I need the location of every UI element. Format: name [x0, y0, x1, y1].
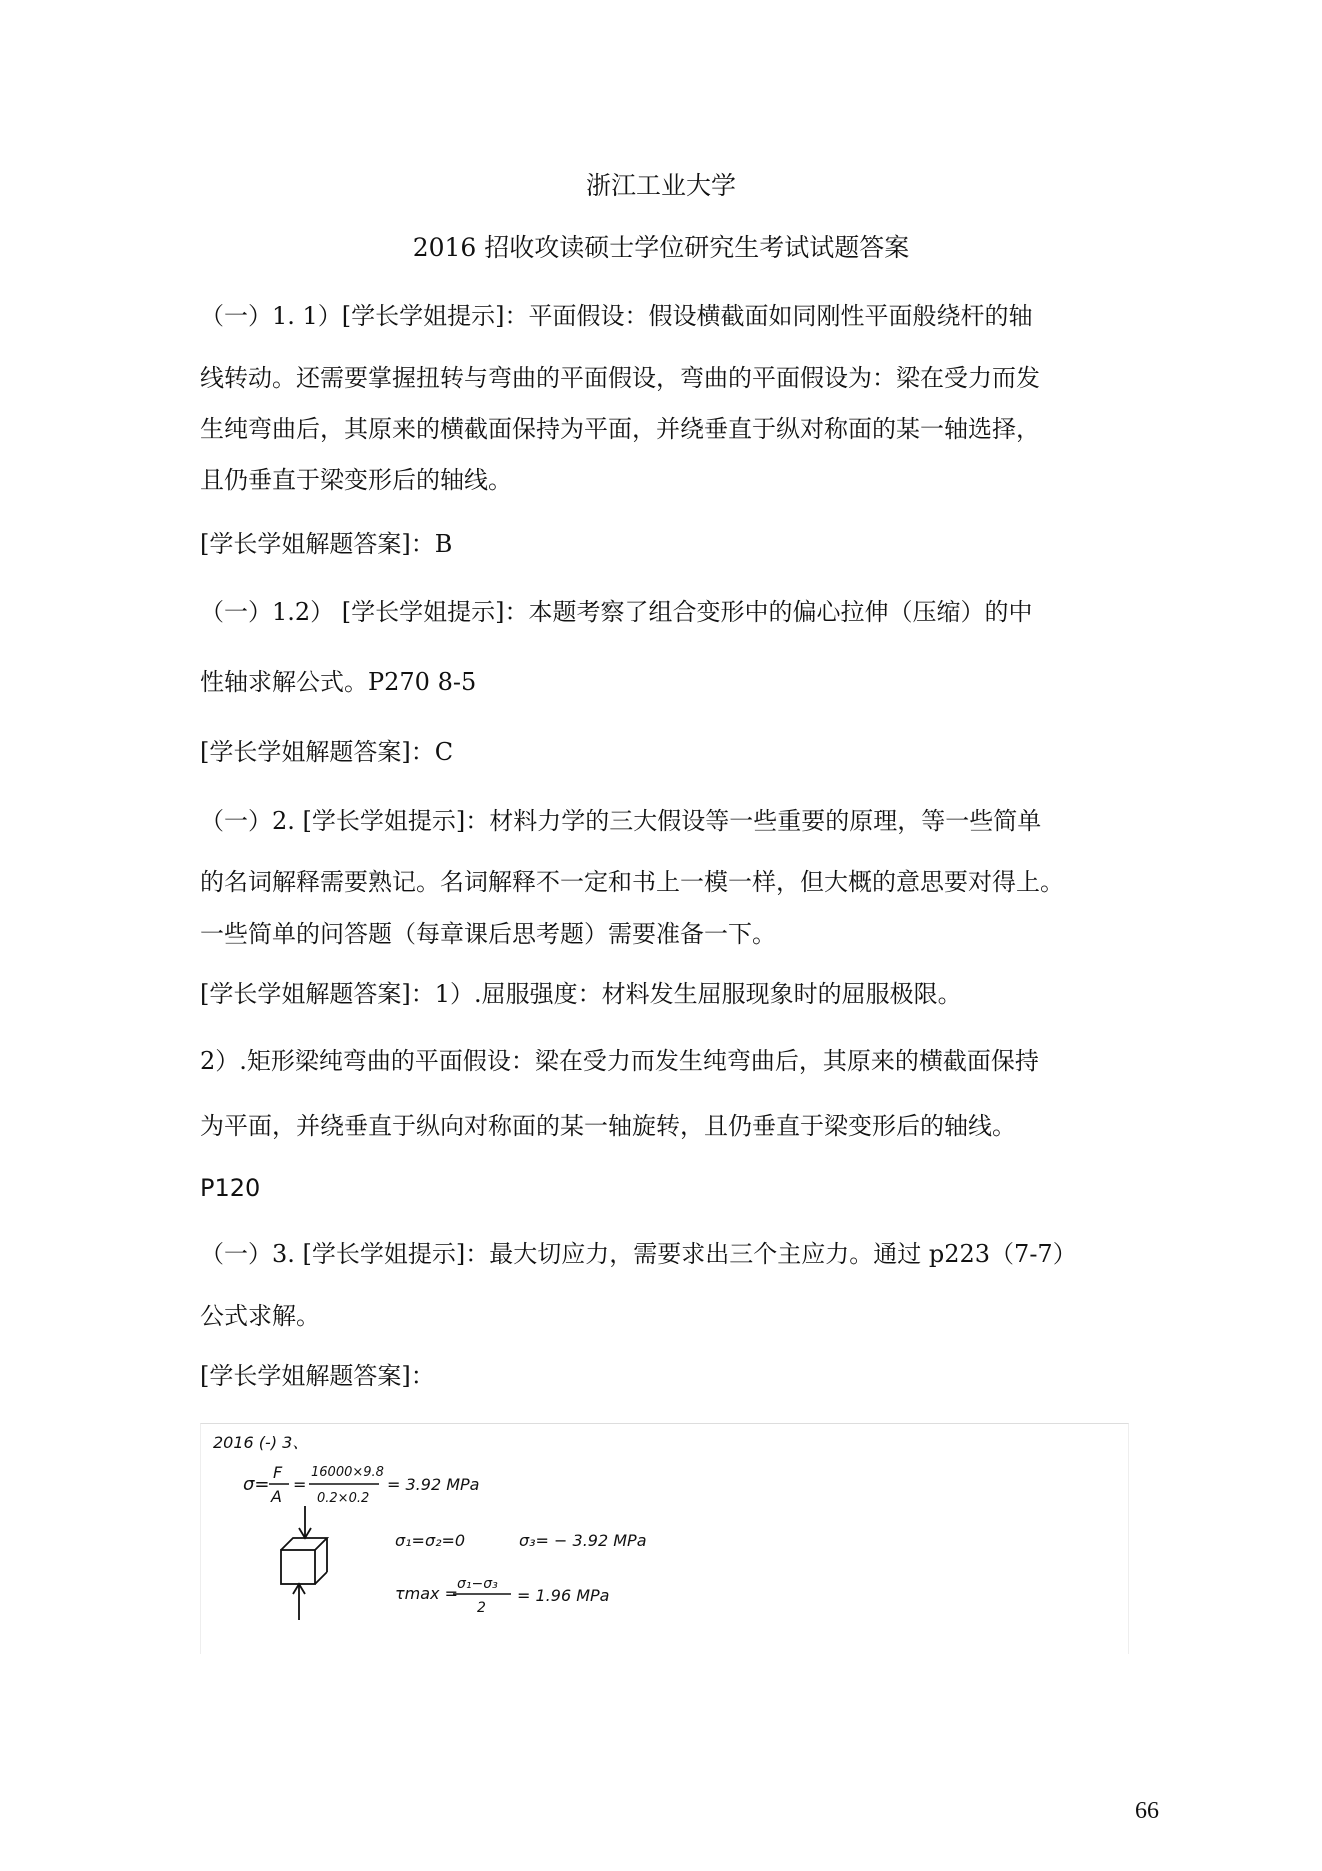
cube-diagram-icon [281, 1506, 327, 1620]
answer-line: [学长学姐解题答案]：1）.屈服强度：材料发生屈服现象时的屈服极限。 [200, 980, 962, 1008]
handwritten-solution [200, 1423, 1129, 1654]
answer-line: [学长学姐解题答案]：B [200, 530, 453, 558]
paragraph-line: 性轴求解公式。P270 8-5 [200, 668, 477, 696]
paragraph-line: 为平面，并绕垂直于纵向对称面的某一轴旋转，且仍垂直于梁变形后的轴线。 [200, 1112, 1016, 1140]
paragraph-line: （一）3. [学长学姐提示]：最大切应力，需要求出三个主应力。通过 p223（7-7） [200, 1240, 1077, 1268]
hw-result-1: = 3.92 MPa [387, 1475, 480, 1494]
answer-line: [学长学姐解题答案]： [200, 1362, 435, 1390]
paragraph-line: 的名词解释需要熟记。名词解释不一定和书上一模一样，但大概的意思要对得上。 [200, 868, 1064, 896]
paragraph-line: P120 [200, 1174, 261, 1202]
hw-sigma-lhs: σ= [243, 1474, 270, 1495]
paragraph-line: 公式求解。 [200, 1302, 320, 1330]
exam-title: 2016 招收攻读硕士学位研究生考试试题答案 [412, 233, 910, 262]
hw-equals: = [293, 1475, 307, 1494]
paragraph-line: 一些简单的问答题（每章课后思考题）需要准备一下。 [200, 920, 776, 948]
hw-tau-lhs: τmax = [395, 1584, 458, 1603]
hw-frac1-num: F [273, 1463, 283, 1482]
paragraph-line: （一）2. [学长学姐提示]：材料力学的三大假设等一些重要的原理，等一些简单 [200, 807, 1042, 835]
answer-line: [学长学姐解题答案]：C [200, 738, 454, 766]
hw-result-tau: = 1.96 MPa [517, 1586, 610, 1605]
hw-frac2-den: 0.2×0.2 [317, 1491, 370, 1506]
hw-sigma1-sigma2: σ₁=σ₂=0 [395, 1531, 466, 1550]
school-name: 浙江工业大学 [585, 171, 736, 200]
paragraph-line: 2）.矩形梁纯弯曲的平面假设：梁在受力而发生纯弯曲后，其原来的横截面保持 [200, 1047, 1039, 1075]
hw-tau-den: 2 [477, 1600, 486, 1616]
paragraph-line: 且仍垂直于梁变形后的轴线。 [200, 466, 512, 494]
paragraph-line: （一）1. 1）[学长学姐提示]：平面假设：假设横截面如同刚性平面般绕杆的轴 [200, 302, 1033, 330]
paragraph-line: （一）1.2） [学长学姐提示]：本题考察了组合变形中的偏心拉伸（压缩）的中 [200, 598, 1033, 626]
hw-sigma3: σ₃= − 3.92 MPa [519, 1531, 647, 1550]
paragraph-line: 生纯弯曲后，其原来的横截面保持为平面，并绕垂直于纵对称面的某一轴选择， [200, 415, 1040, 443]
hw-tau-num: σ₁−σ₃ [457, 1576, 498, 1592]
hw-frac2-num: 16000×9.8 [311, 1465, 384, 1480]
handwritten-solution-drawing [201, 1424, 1128, 1654]
paragraph-line: 线转动。还需要掌握扭转与弯曲的平面假设，弯曲的平面假设为：梁在受力而发 [200, 364, 1040, 392]
hw-label: 2016 (-) 3、 [213, 1433, 309, 1452]
page-number: 66 [1135, 1798, 1159, 1824]
hw-frac1-den: A [271, 1487, 282, 1506]
